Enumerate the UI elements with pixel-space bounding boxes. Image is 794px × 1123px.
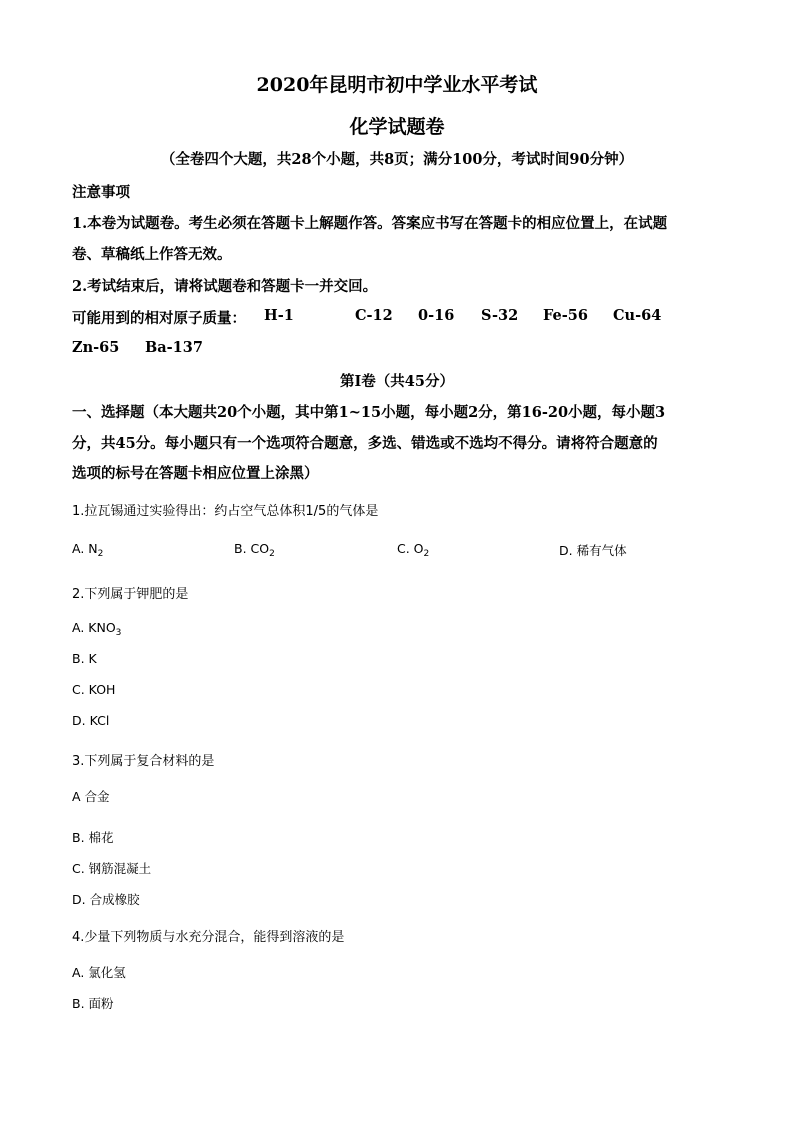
q2-option-a-text: A. KNO (72, 620, 116, 635)
exam-title: 2020年昆明市初中学业水平考试 (256, 74, 538, 96)
q3-option-b: B. 棉花 (72, 830, 114, 845)
atomic-mass-ba: Ba-137 (145, 339, 203, 356)
q1-option-c-sub: 2 (423, 549, 430, 559)
notice-line-2: 2.考试结束后，请将试题卷和答题卡一并交回。 (72, 278, 378, 295)
q1-option-b (234, 541, 275, 559)
q1-option-a-sub: 2 (97, 549, 104, 559)
q1-option-a-text: A. N (72, 541, 98, 556)
q2-option-a-sub: 3 (115, 628, 122, 638)
atomic-mass-cu: Cu-64 (613, 307, 662, 324)
notice-line-1a: 1.本卷为试题卷。考生必须在答题卡上解题作答。答案应书写在答题卡的相应位置上，在试题 (72, 215, 668, 232)
atomic-mass-fe: Fe-56 (543, 307, 588, 324)
q4-option-b: B. 面粉 (72, 996, 114, 1011)
exam-info: （全卷四个大题，共28个小题，共8页；满分100分，考试时间90分钟） (160, 151, 634, 168)
atomic-mass-s: S-32 (481, 307, 519, 324)
q3-option-d: D. 合成橡胶 (72, 892, 140, 907)
q1-stem: 1.拉瓦锡通过实验得出：约占空气总体积1/5的气体是 (72, 504, 379, 519)
q1-option-b-text: B. CO (234, 541, 270, 556)
q2-option-b: B. K (72, 651, 97, 666)
q1-option-b-sub: 2 (269, 549, 275, 559)
q2-option-a (72, 620, 122, 638)
atomic-mass-zn: Zn-65 (72, 339, 120, 356)
q2-option-c: C. KOH (72, 682, 116, 697)
q2-option-d: D. KCl (72, 713, 110, 728)
atomic-mass-o: 0-16 (418, 307, 455, 324)
part1-instruction-a: 一、选择题（本大题共20个小题，其中第1~15小题，每小题2分，第16-20小题，每小题3 (72, 404, 666, 421)
q1-option-d: D. 稀有气体 (559, 543, 627, 558)
atomic-mass-label: 可能用到的相对原子质量： (72, 310, 246, 327)
q4-option-a: A. 氯化氢 (72, 965, 126, 980)
q1-option-a (72, 541, 104, 559)
notice-line-1b: 卷、草稿纸上作答无效。 (72, 246, 232, 263)
q1-option-c (397, 541, 430, 559)
q4-stem: 4.少量下列物质与水充分混合，能得到溶液的是 (72, 930, 345, 945)
q3-option-c: C. 钢筋混凝土 (72, 861, 152, 876)
part1-instruction-c: 选项的标号在答题卡相应位置上涂黑） (72, 465, 319, 482)
q3-option-a: A 合金 (72, 789, 110, 804)
q1-option-c-text: C. O (397, 541, 424, 556)
q2-stem: 2.下列属于钾肥的是 (72, 587, 189, 602)
atomic-mass-c: C-12 (355, 307, 393, 324)
part1-heading: 第Ⅰ卷（共45分） (340, 373, 454, 390)
notice-heading: 注意事项 (72, 184, 130, 201)
q3-stem: 3.下列属于复合材料的是 (72, 754, 215, 769)
exam-subtitle: 化学试题卷 (349, 116, 445, 138)
atomic-mass-h: H-1 (264, 307, 294, 324)
part1-instruction-b: 分，共45分。每小题只有一个选项符合题意，多选、错选或不选均不得分。请将符合题意的 (72, 435, 658, 452)
